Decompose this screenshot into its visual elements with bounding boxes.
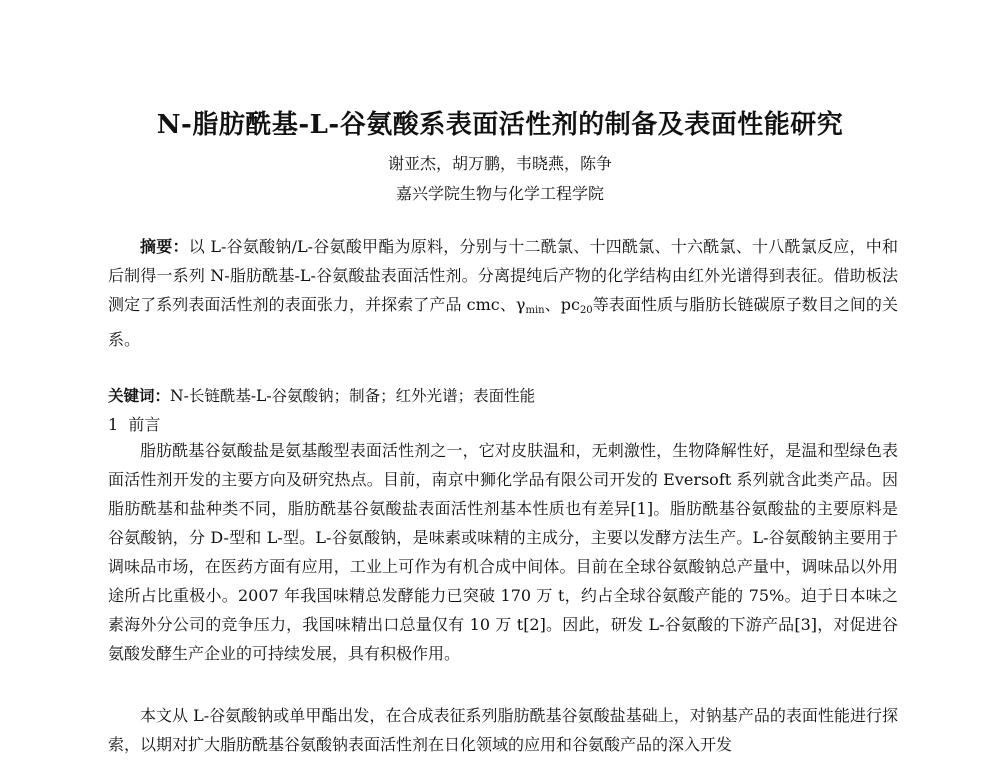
paper-title: N-脂肪酰基-L-谷氨酸系表面活性剂的制备及表面性能研究: [156, 110, 844, 140]
paper-authors: 谢亚杰，胡万鹏，韦晓燕，陈争: [387, 154, 612, 173]
abstract-text-mid: 、pc: [544, 295, 580, 314]
keywords-text: N-长链酰基-L-谷氨酸钠；制备；红外光谱；表面性能: [170, 387, 536, 405]
abstract-subscript-min: min: [525, 305, 545, 316]
abstract-paragraph: [108, 232, 898, 354]
abstract-label: 摘要：: [140, 237, 189, 256]
body-paragraph-1: 脂肪酰基谷氨酸盐是氨基酸型表面活性剂之一，它对皮肤温和，无刺激性，生物降解性好，是温和型绿色表面活性剂开发的主要方向及研究热点。目前，南京中狮化学品有限公司开发的 Eversoft 系列就含此类产品。因脂肪酰基和盐种类不同，脂肪酰基谷氨酸盐表面活性剂基本性质也有差异[1]。脂肪酰基谷氨酸盐的主要原料是谷氨酸钠，分 D-型和 L-型。L-谷氨酸钠，是味素或味精的主成分，主要以发酵方法生产。L-谷氨酸钠主要用于调味品市场，在医药方面有应用，工业上可作为有机合成中间体。目前在全球谷氨酸钠总产量中，调味品以外用途所占比重极小。2007 年我国味精总发酵能力已突破 170 万 t，约占全球谷氨酸产能的 75%。迫于日本味之素海外分公司的竞争压力，我国味精出口总量仅有 10 万 t[2]。因此，研发 L-谷氨酸的下游产品[3]，对促进谷氨酸发酵生产企业的可持续发展，具有积极作用。: [108, 441, 898, 663]
abstract-text-end: 等表面性质与脂肪长链碳原子数目之间的关系。: [108, 295, 898, 349]
body-paragraph-2: 本文从 L-谷氨酸钠或单甲酯出发，在合成表征系列脂肪酰基谷氨酸盐基础上，对钠基产品的表面性能进行探索，以期对扩大脂肪酰基谷氨酸钠表面活性剂在日化领域的应用和谷氨酸产品的深入开发: [108, 706, 898, 754]
abstract-subscript-20: 20: [579, 305, 593, 316]
paper-affiliation: 嘉兴学院生物与化学工程学院: [395, 184, 604, 203]
keywords-label: 关键词：: [108, 386, 171, 405]
abstract-text: 以 L-谷氨酸钠/L-谷氨酸甲酯为原料，分别与十二酰氯、十四酰氯、十六酰氯、十八酰氯反应，中和后制得一系列 N-脂肪酰基-L-谷氨酸盐表面活性剂。分离提纯后产物的化学结构由红外光谱得到表征。借助板法测定了系列表面活性剂的表面张力，并探索了产品 cmc、γ: [108, 237, 898, 314]
keywords-line: [108, 381, 898, 411]
section-heading: 1 前言: [108, 415, 161, 434]
